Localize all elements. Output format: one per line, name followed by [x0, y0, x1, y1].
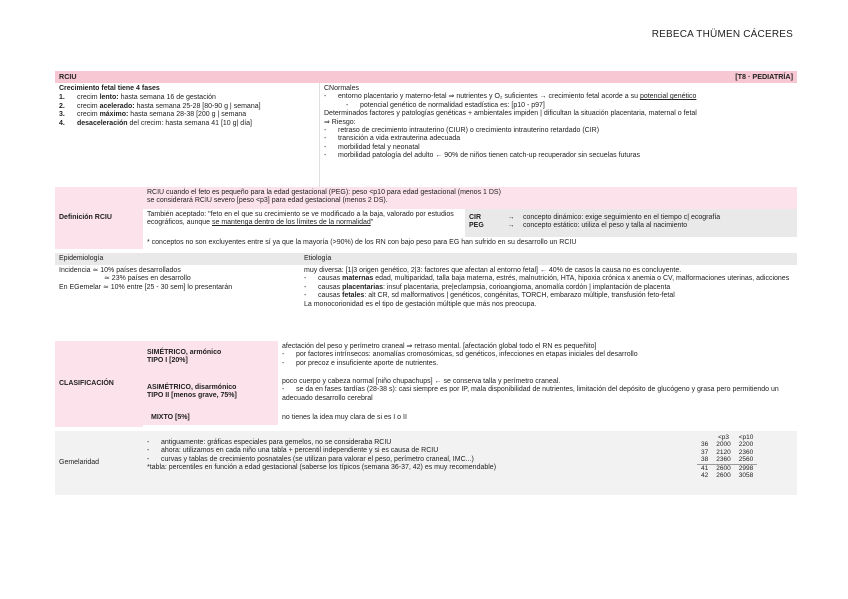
- simetrico-desc: afectación del peso y perímetro craneal ⇒ retraso mental. [afectación global todo el RN es pequeñito] - por factores intrínsecos: anomalías cromosómicas, sd genéticos, infecciones en etapas iniciales del desarrollo - por precoz e insuficiente aporte de nutrientes.: [278, 341, 797, 376]
- mixto-type: MIXTO [5%]: [143, 412, 278, 425]
- rciu-sheet: [55, 71, 797, 495]
- epi-etio-block: [55, 253, 797, 337]
- etiologia-footer: La monocorionidad es el tipo de gestación múltiple que más nos preocupa.: [304, 300, 537, 308]
- epidemiologia: [55, 253, 300, 337]
- definicion-note: * conceptos no son excluyentes entre sí ya que la mayoría (>90%) de los RN con bajo peso para EG han sufrido en su desarrollo un RCIU: [147, 239, 577, 246]
- table-cell: 37: [701, 448, 709, 456]
- table-cell: 3058: [738, 472, 754, 480]
- etiologia-intro: muy diversa: [1|3 origen genético, 2|3: factores que afectan al entorno fetal] ← 40% de casos la causa no es concluyente.: [304, 267, 682, 274]
- table-cell: 41: [701, 464, 709, 472]
- table-header-cell: <p10: [738, 434, 754, 441]
- gemelaridad-block: [55, 431, 797, 495]
- risk-list: [324, 127, 793, 161]
- table-cell: 2360: [716, 456, 731, 464]
- gemelaridad-list: [147, 439, 689, 464]
- table-cell: 2600: [716, 464, 731, 472]
- cause-item: - causas fetales: alt CR, sd malformativos | genéticos, congénitas, TORCH, embarazo múltiple, transfusión feto-fetal: [304, 292, 793, 300]
- simetrico-type: SIMÉTRICO, armónico TIPO I [20%]: [143, 341, 278, 376]
- percentile-table: [697, 434, 757, 479]
- table-cell: 42: [701, 472, 709, 480]
- table-header-cell: <p3: [717, 434, 729, 441]
- normal-growth: [320, 83, 797, 187]
- mixto-desc: no tienes la idea muy clara de si es I o II: [282, 414, 407, 421]
- table-row: [697, 472, 757, 479]
- gemelaridad-label: Gemelaridad: [55, 431, 143, 495]
- table-header-row: [697, 434, 757, 441]
- table-row: [697, 449, 757, 456]
- definicion-also: También aceptado: "feto en el que su crecimiento se ve modificado a la baja, valorado por estudios ecográficos, aunque se mantenga dentro de los límites de la normalidad": [147, 211, 454, 227]
- mixto-row: [143, 412, 797, 425]
- epi-line: Incidencia ≃ 10% países desarrollados: [59, 267, 181, 274]
- sim-item: - por factores intrínsecos: anomalías cromosómicas, sd genéticos, infecciones en etapas iniciales del desarrollo: [282, 351, 793, 359]
- cir-peg-box: [465, 209, 797, 237]
- asim-list: [282, 386, 793, 403]
- list-item: - entorno placentario y materno-fetal ⇒ nutrientes y O₂ suficientes → crecimiento fetal acorde a su potencial genético: [324, 93, 793, 101]
- table-row: [697, 456, 757, 464]
- sim-list: [282, 351, 793, 368]
- asimetrico-type: ASIMÉTRICO, disarmónico TIPO II [menos grave, 75%]: [143, 376, 278, 412]
- cir-line: CIR → concepto dinámico: exige seguimiento en el tiempo c| ecografía: [469, 214, 721, 221]
- epi-line: En EGemelar ≃ 10% entre [25 - 30 sem] lo presentarán: [59, 283, 233, 291]
- gemelaridad-item: - antiguamente: gráficas especiales para gemelos, no se consideraba RCIU: [147, 439, 689, 447]
- table-cell: 2360: [738, 448, 754, 456]
- clasificacion-block: [55, 341, 797, 427]
- gemelaridad-note: *tabla: percentiles en función a edad gestacional (saberse los típicos (semana 36-37, 42) es muy recomendable): [147, 464, 497, 472]
- sim-item: - por precoz e insuficiente aporte de nutrientes.: [282, 360, 793, 368]
- definicion-content: [143, 187, 797, 249]
- table-cell: 2200: [738, 441, 754, 449]
- simetrico-row: [143, 341, 797, 376]
- normal-title: CNormales: [324, 85, 360, 92]
- gemelaridad-item: - curvas y tablas de crecimiento posnatales (se utilizan para valorar el peso, perímetro craneal, IMC...): [147, 456, 689, 464]
- phases-title: Crecimiento fetal tiene 4 fases: [59, 85, 160, 92]
- table-cell: 2120: [716, 448, 731, 456]
- table-cell: 2000: [716, 441, 731, 449]
- gemelaridad-body: [143, 431, 693, 495]
- asim-item: - se da en fases tardías (28-38 s): casi siempre es por IP, mala disponibilidad de nutrientes, limitación del depósito de glucógeno y grasa pero permitiendo un adecuado desarrollo cerebral: [282, 386, 793, 403]
- etiologia-body: [300, 265, 797, 311]
- etiologia-title: Etiología: [300, 253, 797, 265]
- table-cell: 2560: [738, 456, 754, 464]
- table-row: [697, 441, 757, 448]
- phase-list: [59, 94, 315, 128]
- section-title: RCIU: [59, 71, 77, 81]
- definicion-block: [55, 187, 797, 249]
- clasificacion-content: [143, 341, 797, 427]
- normal-sublist: [324, 102, 793, 110]
- cause-item: - causas maternas edad, multiparidad, talla baja materna, estrés, malnutrición, HTA, hipoxia crónica x anemia o CV, malformaciones uterinas, adicciones: [304, 275, 793, 283]
- list-item: - potencial genético de normalidad estadística es: [p10 - p97]: [346, 102, 793, 110]
- table-cell: 38: [701, 456, 709, 464]
- table-cell: 36: [701, 441, 709, 449]
- definicion-also-row: [143, 209, 797, 237]
- normal-list: [324, 93, 793, 101]
- causes-list: [304, 275, 793, 300]
- table-cell: 2600: [716, 472, 731, 480]
- etiologia: [300, 253, 797, 337]
- table-cell: 2998: [738, 464, 754, 472]
- section-header: [55, 71, 797, 83]
- phase-item: 1. crecim lento: hasta semana 16 de gestación: [59, 94, 216, 102]
- table-row: [697, 464, 757, 472]
- peg-line: PEG → concepto estático: utiliza el peso y talla al nacimiento: [469, 222, 688, 230]
- determinants-text: Determinados factores y patologías genéticas + ambientales impiden | dificultan la situación placentaria, maternal o fetal: [324, 110, 697, 118]
- asimetrico-row: [143, 376, 797, 412]
- table-header-cell: [697, 434, 712, 441]
- risk-item: - morbilidad patología del adulto ← 90% de niños tienen catch-up recuperador sin secuelas futuras: [324, 152, 793, 160]
- asimetrico-desc: poco cuerpo y cabeza normal [niño chupachups] ← se conserva talla y perímetro craneal. - se da en fases tardías (28-38 s): casi siempre es por IP, mala disponibilidad de nutrientes, limitación del depósito de glucógeno y grasa pero permitiendo un adecuado desarrollo cerebral: [278, 376, 797, 412]
- section-tag: [T8 · PEDIATRÍA]: [735, 71, 793, 81]
- phase-item: 4. desaceleración del crecim: hasta semana 41 [10 g| día]: [59, 119, 252, 127]
- growth-phases: [55, 83, 320, 187]
- growth-block: [55, 83, 797, 187]
- definicion-main: [143, 187, 797, 209]
- percentile-table-wrap: [693, 431, 797, 495]
- clasificacion-label: CLASIFICACIÓN: [55, 341, 143, 427]
- phase-item: 3. crecim máximo: hasta semana 28-38 [200 g | semana: [59, 111, 247, 119]
- definicion-label: Definición RCIU: [55, 187, 143, 249]
- risk-item: - transición a vida extrauterina adecuada: [324, 135, 793, 143]
- risk-title: ⇒ Riesgo:: [324, 118, 356, 126]
- definicion-line2: se considerará RCIU severo [peso <p3] para edad gestacional (menos 2 DS).: [147, 197, 388, 205]
- definicion-line1: RCIU cuando el feto es pequeño para la edad gestacional (PEG): peso <p10 para edad gestacional (menos 1 DS): [147, 189, 501, 196]
- cause-item: - causas placentarias: insuf placentaria, pre|eclampsia, corioangioma, anomalía cordón | implantación de placenta: [304, 284, 793, 292]
- epidemiologia-body: [55, 265, 300, 294]
- phase-item: 2. crecim acelerado: hasta semana 25-28 [80-90 g | semana]: [59, 102, 261, 110]
- author-name: REBECA THÜMEN CÁCERES: [651, 29, 793, 40]
- epidemiologia-title: Epidemiología: [55, 253, 300, 265]
- epi-line: ≃ 23% países en desarrollo: [104, 275, 191, 283]
- risk-item: - morbilidad fetal y neonatal: [324, 144, 793, 152]
- risk-item: - retraso de crecimiento intrauterino (CIUR) o crecimiento intrauterino retardado (CIR): [324, 127, 793, 135]
- gemelaridad-item: - ahora: utilizamos en cada niño una tabla + percentil independiente y si es causa de RCIU: [147, 447, 689, 455]
